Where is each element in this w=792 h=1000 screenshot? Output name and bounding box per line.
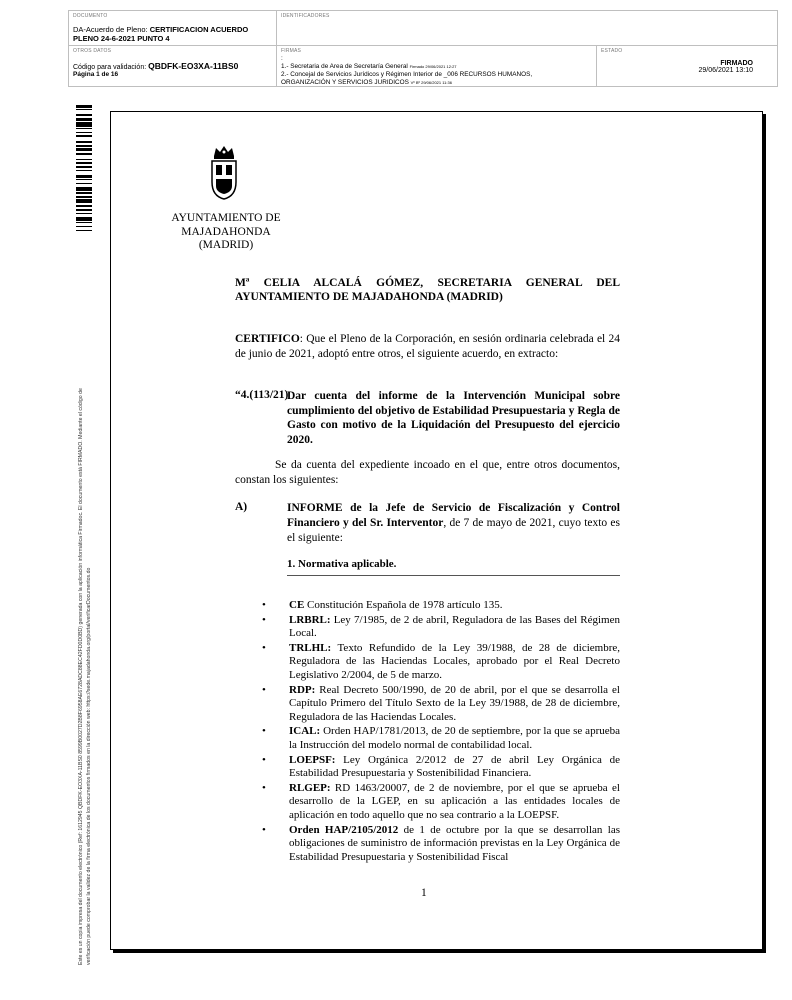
validation-code: Código para validación: QBDFK-EO3XA-11BS0	[73, 61, 239, 71]
firmas-list: : 1.- Secretaria de Area de Secretaría General Firmado 29/06/2021 12:27 2.- Concejal de Servicios Jurídicos y Régimen Interior de _006 RECURSOS HUMANOS, ORGANIZACIÓN Y SERVICIOS JURIDICOS Vº Bº 29/06/2021 11:36	[281, 55, 592, 87]
identificadores-label: IDENTIFICADORES	[281, 13, 330, 19]
documento-value: DA-Acuerdo de Pleno: CERTIFICACION ACUERDO PLENO 24-6-2021 PUNTO 4	[73, 25, 249, 43]
signature-header	[68, 10, 778, 87]
bullet-icon: •	[262, 641, 266, 654]
header-row-2	[69, 46, 777, 86]
documento-label: DOCUMENTO	[73, 13, 108, 19]
documento-cell	[69, 11, 277, 45]
otros-datos-label: OTROS DATOS	[73, 48, 112, 54]
section-a-text: INFORME de la Jefe de Servicio de Fiscalización y Control Financiero y del Sr. Interventor, de 7 de mayo de 2021, cuyo texto es el siguiente:	[287, 502, 620, 544]
firma-2: 2.- Concejal de Servicios Jurídicos y Régimen Interior de _006 RECURSOS HUMANOS,	[281, 71, 533, 78]
side-verification-text-2: verificación puede comprobar la validez de la firma electrónica de los documentos firmados en la dirección web: https://sede.majadahonda.org/portal/verificarDocumentos.do	[86, 567, 92, 965]
bullet-icon: •	[262, 823, 266, 836]
firma-2b: ORGANIZACIÓN Y SERVICIOS JURIDICOS Vº Bº 29/06/2021 11:36	[281, 79, 452, 86]
normativa-heading: 1. Normativa aplicable.	[287, 558, 620, 576]
bullet-icon: •	[262, 781, 266, 794]
estado-cell	[597, 46, 777, 86]
bullet-icon: •	[262, 599, 266, 611]
bullet-icon: •	[262, 753, 266, 766]
list-item: • TRLHL: Texto Refundido de la Ley 39/1988, de 28 de diciembre, Reguladora de las Haciendas Locales, aprobado por el Real Decreto Legislativo 2/2004, de 5 de marzo.	[262, 641, 620, 681]
list-item: • ICAL: Orden HAP/1781/2013, de 20 de septiembre, por la que se aprueba la Instrucción del modelo normal de contabilidad local.	[262, 725, 620, 751]
firmas-cell	[277, 46, 597, 86]
expediente-paragraph: Se da cuenta del expediente incoado en el que, entre otros documentos, constan los siguientes:	[235, 459, 620, 486]
list-item: • CE Constitución Española de 1978 artículo 135.	[262, 599, 503, 611]
firma-1: 1.- Secretaria de Area de Secretaría General Firmado 29/06/2021 12:27	[281, 63, 457, 70]
list-item: • LOEPSF: Ley Orgánica 2/2012 de 27 de abril Ley Orgánica de Estabilidad Presupuestaria y Sostenibilidad Financiera.	[262, 753, 620, 780]
list-item: • RDP: Real Decreto 500/1990, de 20 de abril, por el que se desarrolla el Capítulo Primero del Título Sexto de la Ley 39/1988, de 28 de diciembre, Reguladora de las Haciendas Locales.	[262, 683, 620, 723]
otros-datos-cell	[69, 46, 277, 86]
header-row-1	[69, 11, 777, 46]
firmas-label: FIRMAS	[281, 48, 302, 54]
side-verification-text-1: Este es un copia impresa del documento electrónico (Ref: 1612945 QBDFK-EO3XA-11BS0 8599B0027D2B8F6958AE6728ADC88EC42FD0D0BD) generada con la aplicación informática Firmadoc. El documento está FIRMADO. Mediante el código de	[78, 388, 84, 965]
list-item: • RLGEP: RD 1463/20007, de 2 de noviembre, por el que se aprueba el desarrollo de la LGEP, en su aplicación a las entidades locales de aplicación en todo aquello que no sea contrario a la LOEPSF.	[262, 781, 620, 821]
page-count: Página 1 de 16	[73, 71, 119, 78]
barcode-bar	[76, 231, 92, 232]
bullet-icon: •	[262, 613, 266, 626]
estado-date: 29/06/2021 13:10	[698, 67, 753, 74]
barcode	[76, 105, 92, 275]
identificadores-cell	[277, 11, 777, 45]
coat-of-arms-icon	[206, 142, 242, 202]
document-title-line-2: AYUNTAMIENTO DE MAJADAHONDA (MADRID)	[235, 291, 503, 303]
list-item: • Orden HAP/2105/2012 de 1 de octubre por la que se desarrollan las obligaciones de suministro de información previstas en la Ley Orgánica de Estabilidad Presupuestaria y Sostenibilidad Fiscal	[262, 823, 620, 863]
certifico-paragraph: CERTIFICO: Que el Pleno de la Corporación, en sesión ordinaria celebrada el 24 de junio de 2021, adoptó entre otros, el siguiente acuerdo, en extracto:	[235, 333, 620, 360]
agenda-item-title: Dar cuenta del informe de la Intervención Municipal sobre cumplimiento del objetivo de Estabilidad Presupuestaria y Regla de Gasto con motivo de la Liquidación del Presupuesto del ejercicio 2020.	[287, 390, 620, 446]
municipality-name: AYUNTAMIENTO DE MAJADAHONDA (MADRID)	[171, 212, 281, 251]
normativa-list	[259, 599, 620, 865]
document-page	[110, 111, 763, 950]
estado-value: FIRMADO	[720, 60, 753, 67]
agenda-item-number: “4.(113/21)	[235, 389, 289, 401]
bullet-icon: •	[262, 725, 266, 738]
page-number: 1	[421, 887, 427, 899]
document-title-line-1: Mª CELIA ALCALÁ GÓMEZ, SECRETARIA GENERAL DEL	[235, 277, 620, 289]
section-a-label: A)	[235, 501, 248, 513]
estado-label: ESTADO	[601, 48, 623, 54]
list-item: • LRBRL: Ley 7/1985, de 2 de abril, Reguladora de las Bases del Régimen Local.	[262, 613, 620, 640]
bullet-icon: •	[262, 683, 266, 696]
